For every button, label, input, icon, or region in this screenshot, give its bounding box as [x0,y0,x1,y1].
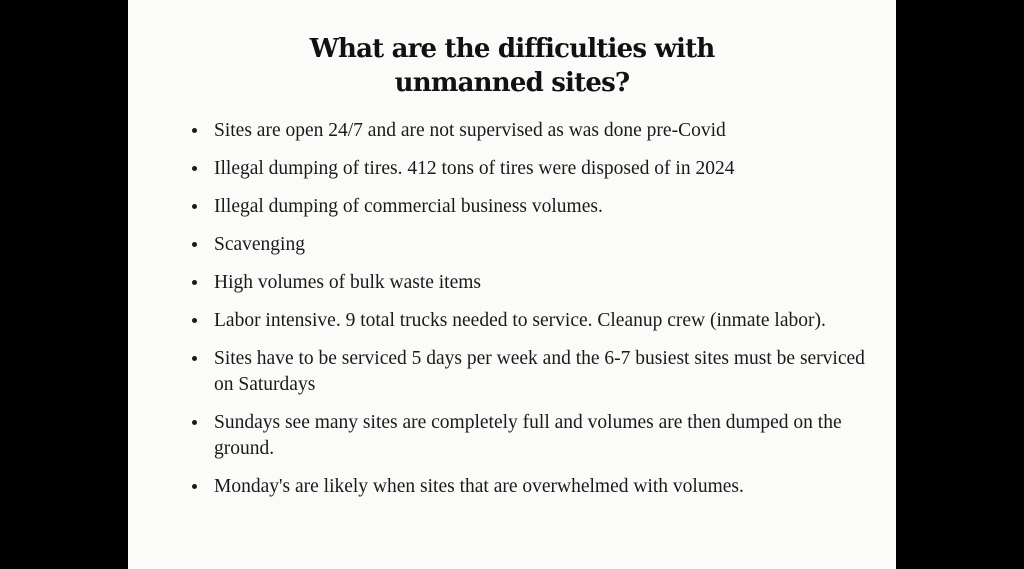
slide-title-line-1: What are the difficulties with [309,34,715,64]
bullet-text: Sundays see many sites are completely full and volumes are then dumped on the ground. [214,412,842,459]
bullet-text: Illegal dumping of commercial business volumes. [214,196,603,217]
bullet-item [184,194,874,220]
slide [128,0,896,569]
slide-title [232,32,792,100]
bullet-item [184,410,874,462]
bullet-item [184,156,874,182]
bullet-text: Labor intensive. 9 total trucks needed to service. Cleanup crew (inmate labor). [214,310,826,331]
bullet-item [184,308,874,334]
bullet-dot-icon [192,318,197,323]
bullet-item [184,346,874,398]
bullet-list [128,118,874,500]
bullet-dot-icon [192,242,197,247]
bullet-item [184,474,874,500]
slide-title-line-2: unmanned sites? [394,68,630,98]
bullet-dot-icon [192,280,197,285]
bullet-text: Scavenging [214,234,305,255]
bullet-item [184,118,874,144]
bullet-dot-icon [192,356,197,361]
bullet-dot-icon [192,204,197,209]
bullet-item [184,270,874,296]
bullet-text: High volumes of bulk waste items [214,272,482,293]
bullet-text: Monday's are likely when sites that are overwhelmed with volumes. [214,476,744,497]
bullet-text: Sites have to be serviced 5 days per week and the 6-7 busiest sites must be serviced on Saturdays [214,348,865,395]
bullet-dot-icon [192,166,197,171]
bullet-dot-icon [192,484,197,489]
bullet-dot-icon [192,128,197,133]
bullet-text: Sites are open 24/7 and are not supervised as was done pre-Covid [214,120,726,141]
bullet-text: Illegal dumping of tires. 412 tons of tires were disposed of in 2024 [214,158,735,179]
bullet-item [184,232,874,258]
bullet-dot-icon [192,420,197,425]
